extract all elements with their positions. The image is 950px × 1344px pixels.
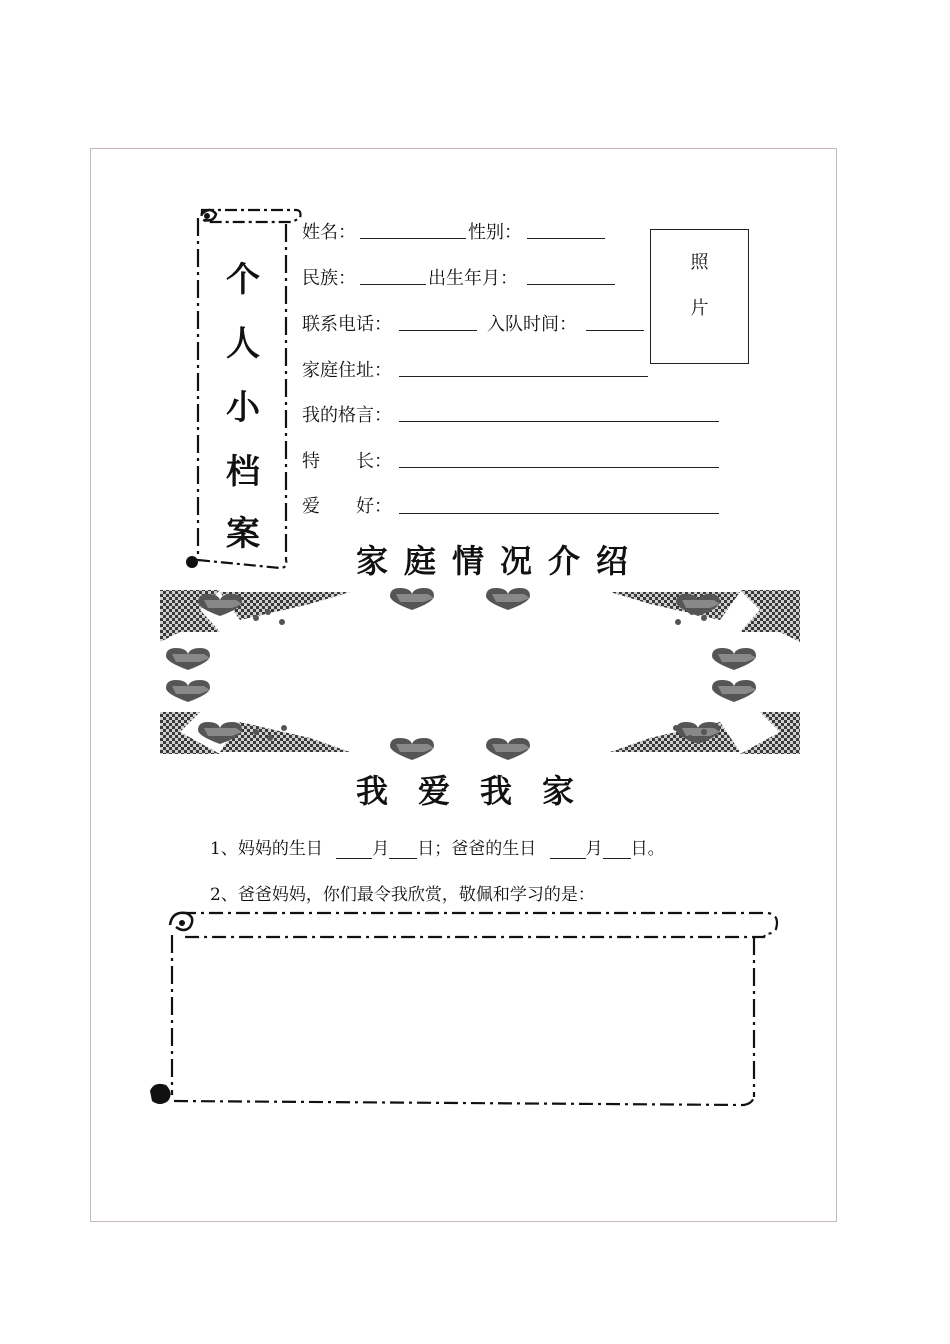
name-label: 姓名： xyxy=(302,222,356,243)
gender-label: 性别： xyxy=(468,222,522,243)
family-heading: 家庭情况介绍 xyxy=(356,542,645,580)
q1-mom-day-field[interactable] xyxy=(389,842,417,859)
question-2: 2、爸爸妈妈，你们最令我欣赏，敬佩和学习的是： xyxy=(210,885,595,905)
q1-month-label-2: 月 xyxy=(585,839,603,859)
ethnicity-label: 民族： xyxy=(302,268,356,289)
photo-label-1: 照 xyxy=(690,252,709,273)
question-1 xyxy=(210,834,665,859)
motto-label: 我的格言： xyxy=(302,405,392,426)
title-char-4: 档 xyxy=(226,452,260,492)
love-home-heading: 我爱我家 xyxy=(356,772,605,810)
title-char-1: 个 xyxy=(226,260,260,300)
phone-field[interactable] xyxy=(399,330,477,331)
q1-dad-birthday-label: 日；爸爸的生日 xyxy=(417,839,537,859)
specialty-field[interactable] xyxy=(399,467,719,468)
q1-end-label: 日。 xyxy=(630,839,665,859)
title-char-3: 小 xyxy=(226,388,260,428)
birth-field[interactable] xyxy=(527,284,615,285)
q1-dad-day-field[interactable] xyxy=(603,842,631,859)
specialty-label: 特 长： xyxy=(302,451,392,472)
q1-mom-birthday-label: 1、妈妈的生日 xyxy=(210,839,323,859)
address-label: 家庭住址： xyxy=(302,360,392,381)
ethnicity-field[interactable] xyxy=(360,284,426,285)
join-field[interactable] xyxy=(586,330,644,331)
q1-mom-month-field[interactable] xyxy=(336,842,372,859)
answer-scroll-frame[interactable] xyxy=(140,905,790,1120)
join-label: 入队时间： xyxy=(487,314,577,335)
address-field[interactable] xyxy=(399,376,648,377)
motto-field[interactable] xyxy=(399,421,719,422)
birth-label: 出生年月： xyxy=(428,268,518,289)
title-char-5: 案 xyxy=(226,514,260,554)
photo-label-2: 片 xyxy=(690,298,709,319)
title-char-2: 人 xyxy=(226,324,260,364)
heart-border-decoration xyxy=(160,582,800,772)
q1-month-label: 月 xyxy=(372,839,390,859)
gender-field[interactable] xyxy=(527,238,605,239)
hobby-field[interactable] xyxy=(399,513,719,514)
hobby-label: 爱 好： xyxy=(302,496,392,517)
q1-dad-month-field[interactable] xyxy=(550,842,586,859)
name-field[interactable] xyxy=(360,238,466,239)
photo-box[interactable] xyxy=(650,229,749,364)
phone-label: 联系电话： xyxy=(302,314,392,335)
